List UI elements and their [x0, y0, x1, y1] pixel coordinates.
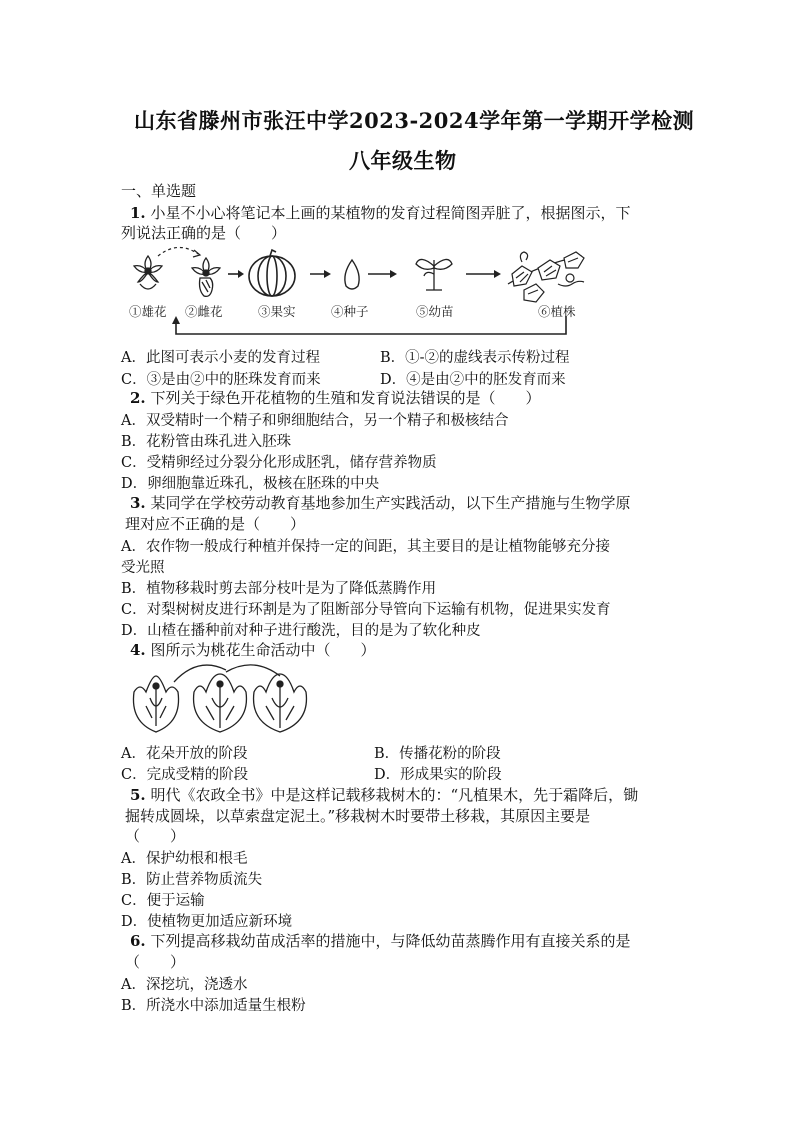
- seed-icon: [345, 260, 359, 289]
- seedling-icon: [416, 259, 452, 290]
- question-3-option-a-cont: 受光照: [121, 560, 165, 576]
- figure-label-female-flower: ②雌花: [185, 304, 223, 319]
- question-stem: 小星不小心将笔记本上画的某植物的发育过程简图弄脏了，根据图示，下: [150, 204, 631, 222]
- question-5-line-2: 掘转成圆垛，以草索盘定泥土。”移栽树木时要带土移栽，其原因主要是: [125, 807, 591, 825]
- section-heading: 一、单选题: [121, 182, 197, 200]
- question-4-option-b: B．传播花粉的阶段: [374, 746, 501, 762]
- question-number: 3.: [130, 494, 146, 512]
- question-1-option-c: C．③是由②中的胚珠发育而来: [121, 372, 321, 388]
- question-4-option-c: C．完成受精的阶段: [121, 767, 249, 783]
- question-number: 5.: [130, 786, 146, 804]
- figure-label-fruit: ③果实: [258, 304, 296, 319]
- question-number: 6.: [130, 932, 146, 950]
- question-6-line-1: [130, 930, 630, 951]
- question-2-option-d: D．卵细胞靠近珠孔，极核在胚珠的中央: [121, 476, 380, 492]
- flower-icon: [194, 674, 247, 732]
- question-2-line-1: [130, 387, 540, 408]
- page-subtitle: 八年级生物: [349, 148, 457, 173]
- figure-label-plant: ⑥植株: [538, 304, 576, 319]
- question-6-line-2: （ ）: [125, 953, 186, 971]
- flower-icon: [254, 674, 307, 732]
- question-stem: 下列提高移栽幼苗成活率的措施中，与降低幼苗蒸腾作用有直接关系的是: [150, 932, 631, 950]
- figure-label-seed: ④种子: [331, 304, 369, 319]
- page-title: 山东省滕州市张汪中学2023-2024学年第一学期开学检测: [134, 108, 695, 133]
- question-1-line-1: [130, 202, 630, 223]
- question-3-line-1: [130, 492, 630, 513]
- question-stem: 某同学在学校劳动教育基地参加生产实践活动，以下生产措施与生物学原: [150, 494, 631, 512]
- question-1-option-a: A．此图可表示小麦的发育过程: [121, 350, 320, 366]
- mature-plant-icon: [508, 252, 584, 302]
- question-3-option-a: A．农作物一般成行种植并保持一定的间距，其主要目的是让植物能够充分接: [121, 539, 610, 555]
- figure-label-male-flower: ①雄花: [129, 304, 167, 319]
- question-5-option-b: B．防止营养物质流失: [121, 872, 263, 888]
- peach-flower-figure: [126, 662, 326, 738]
- question-3-line-2: 理对应不正确的是（ ）: [125, 515, 306, 533]
- question-number: 1.: [130, 204, 146, 222]
- question-2-option-a: A．双受精时一个精子和卵细胞结合，另一个精子和极核结合: [121, 413, 509, 429]
- question-4-line-1: [130, 639, 375, 660]
- question-stem: 图所示为桃花生命活动中（ ）: [150, 641, 376, 659]
- question-4-option-d: D．形成果实的阶段: [374, 767, 502, 783]
- male-flower-icon: [134, 256, 162, 289]
- question-5-line-3: （ ）: [125, 827, 186, 845]
- question-3-option-c: C．对梨树树皮进行环割是为了阻断部分导管向下运输有机物，促进果实发育: [121, 602, 611, 618]
- figure-label-seedling: ⑤幼苗: [416, 304, 454, 319]
- question-1-option-b: B．①-②的虚线表示传粉过程: [380, 350, 570, 366]
- question-4-option-a: A．花朵开放的阶段: [121, 746, 248, 762]
- female-flower-icon: [192, 258, 220, 296]
- question-2-option-c: C．受精卵经过分裂分化形成胚乳，储存营养物质: [121, 455, 437, 471]
- question-number: 4.: [130, 641, 146, 659]
- question-3-option-d: D．山楂在播种前对种子进行酸洗，目的是为了软化种皮: [121, 623, 481, 639]
- question-1-line-2: 列说法正确的是（ ）: [121, 224, 287, 242]
- question-6-option-a: A．深挖坑，浇透水: [121, 977, 248, 993]
- question-6-option-b: B．所浇水中添加适量生根粉: [121, 998, 306, 1014]
- question-number: 2.: [130, 389, 146, 407]
- question-5-option-c: C．便于运输: [121, 893, 205, 909]
- question-stem: 明代《农政全书》中是这样记载移栽树木的：“凡植果木，先于霜降后，锄: [150, 786, 639, 804]
- question-stem: 下列关于绿色开花植物的生殖和发育说法错误的是（ ）: [150, 389, 541, 407]
- plant-development-figure: [120, 244, 600, 344]
- question-3-option-b: B．植物移栽时剪去部分枝叶是为了降低蒸腾作用: [121, 581, 437, 597]
- flower-icon: [133, 676, 178, 732]
- question-2-option-b: B．花粉管由珠孔进入胚珠: [121, 434, 292, 450]
- question-1-option-d: D．④是由②中的胚发育而来: [380, 372, 566, 388]
- pumpkin-fruit-icon: [249, 250, 295, 296]
- question-5-line-1: [130, 784, 638, 805]
- question-5-option-a: A．保护幼根和根毛: [121, 851, 248, 867]
- question-5-option-d: D．使植物更加适应新环境: [121, 914, 293, 930]
